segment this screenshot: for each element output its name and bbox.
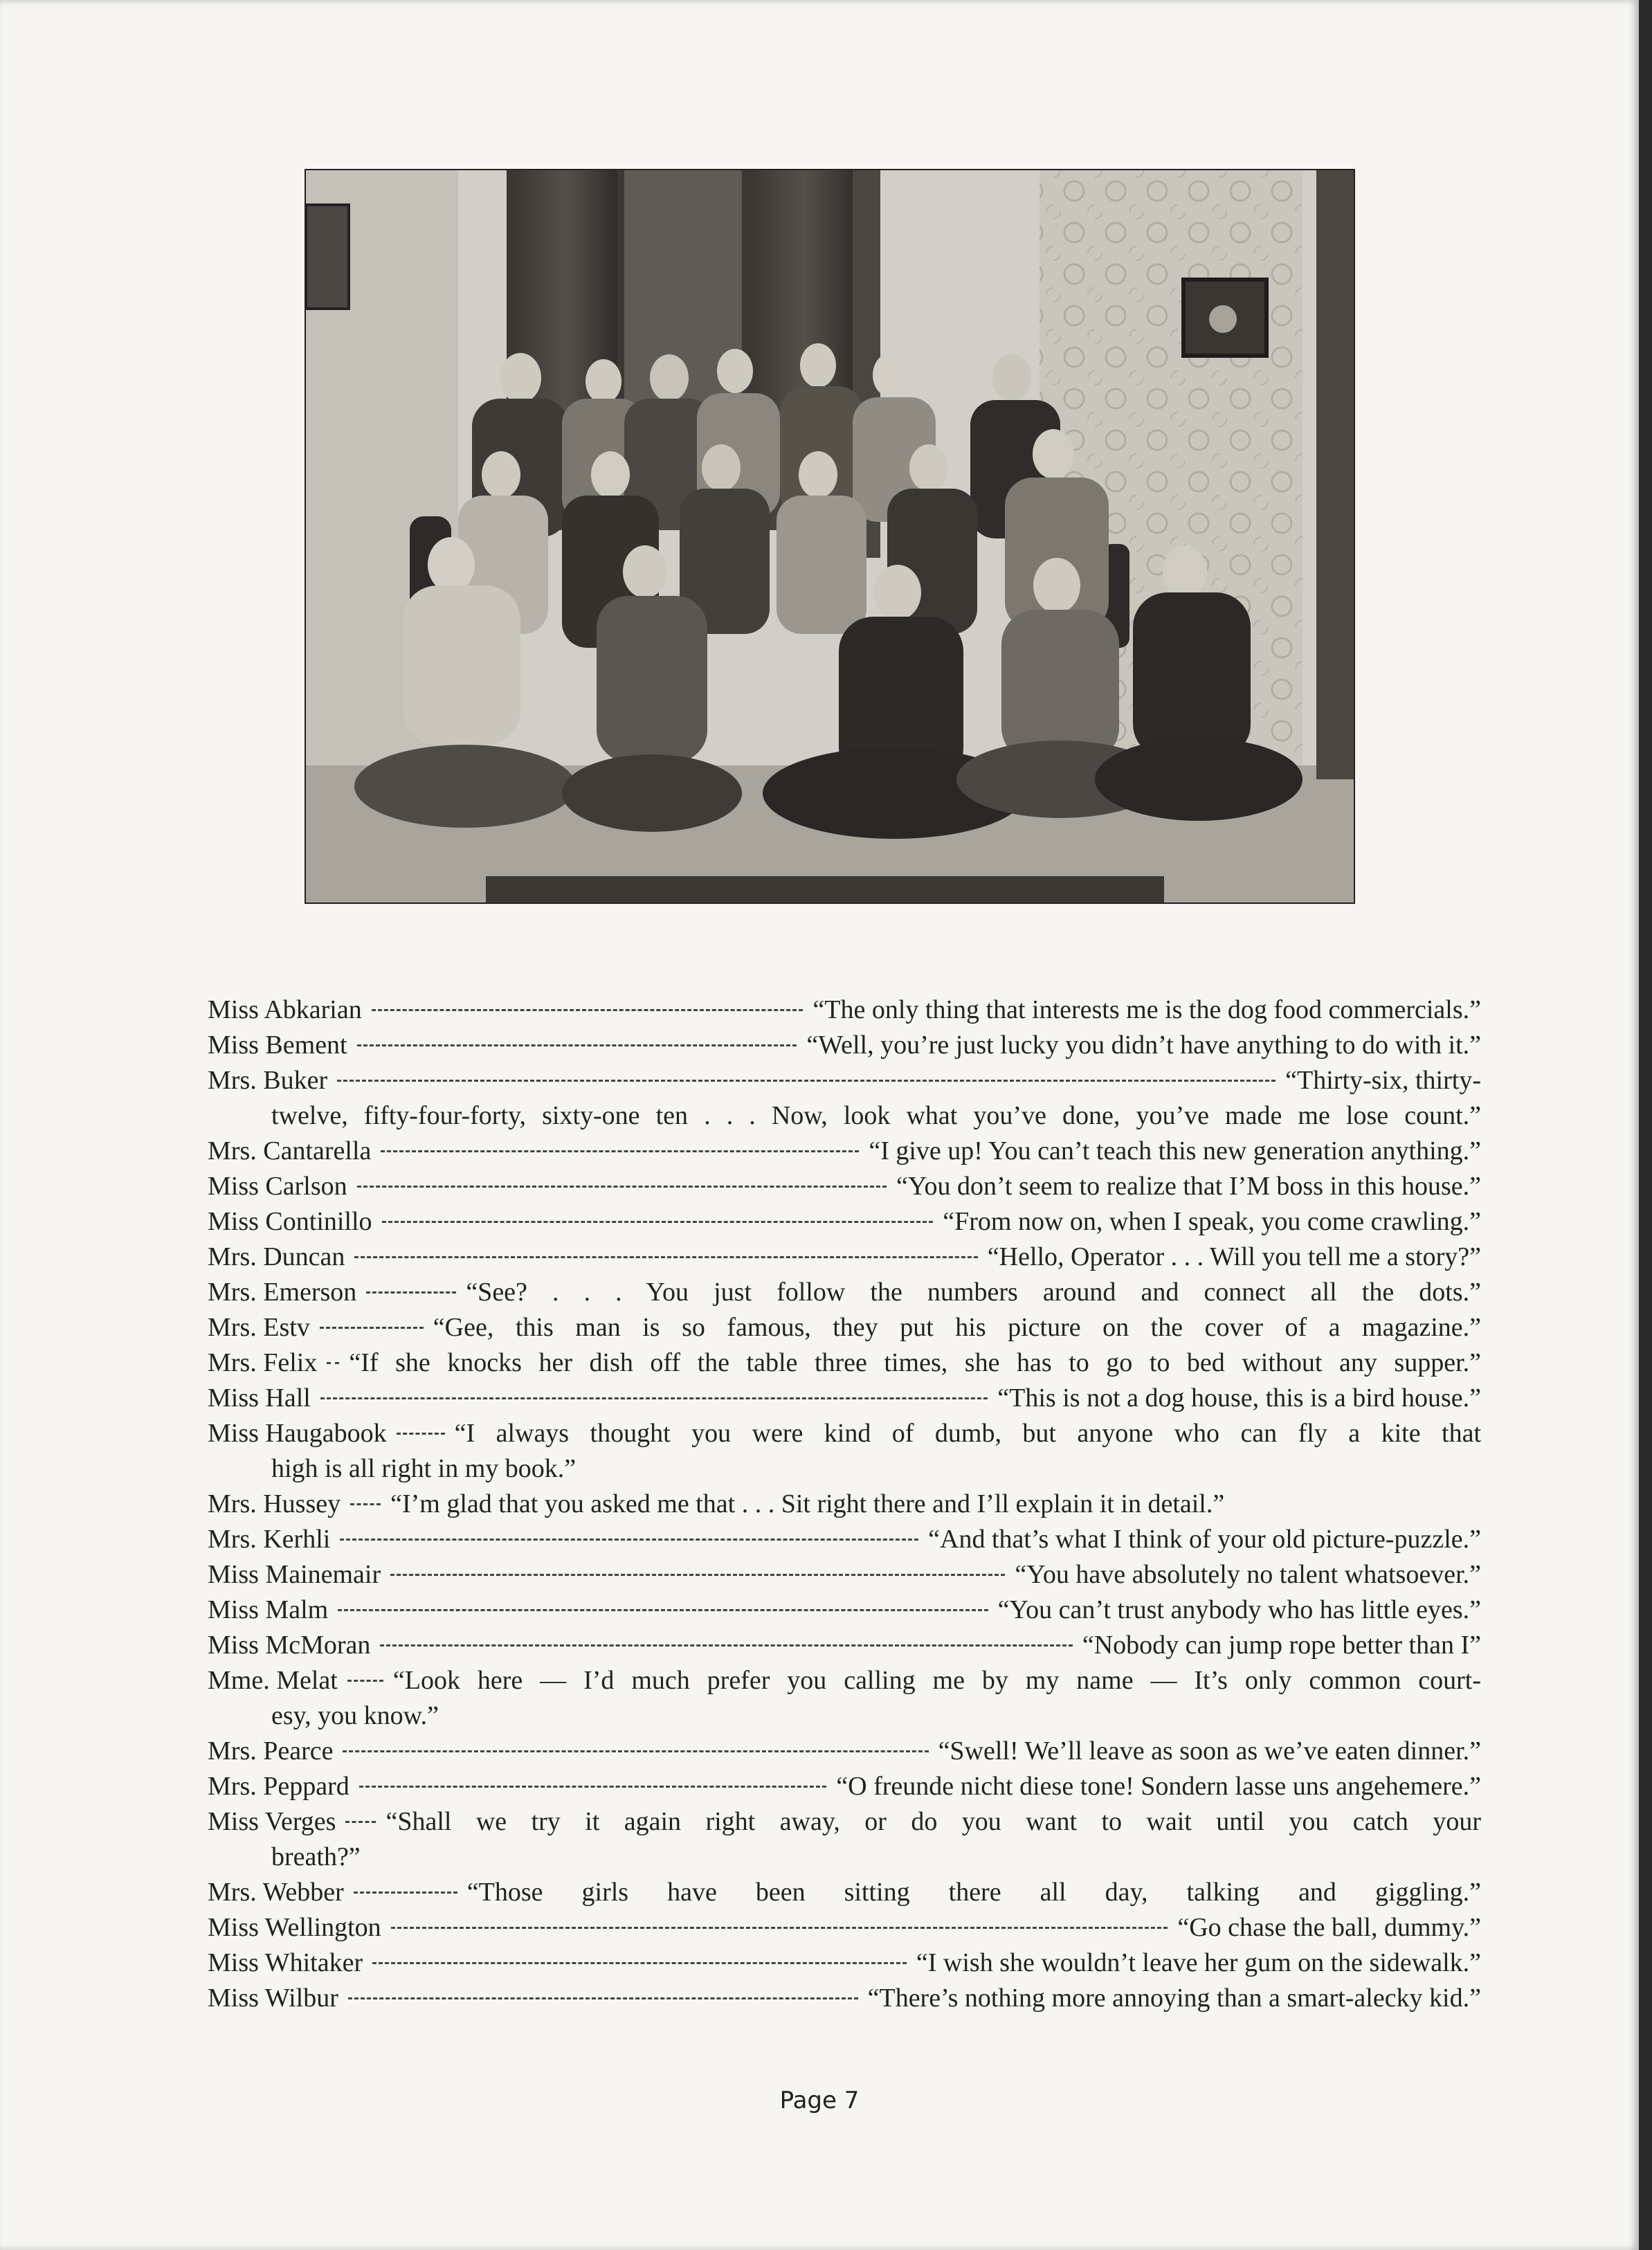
list-item bbox=[208, 1663, 1481, 1698]
list-item bbox=[208, 1910, 1481, 1945]
dash-leader bbox=[382, 1221, 934, 1223]
group-photo-image bbox=[306, 170, 1354, 902]
entry-name: Miss Wellington bbox=[208, 1913, 381, 1942]
dash-leader bbox=[327, 1362, 339, 1364]
entry-quote: “I’m glad that you asked me that . . . Sit right there and I’ll explain it in detail.” bbox=[390, 1489, 1225, 1518]
list-item bbox=[208, 1981, 1481, 2016]
entry-continuation: high is all right in my book.” bbox=[271, 1454, 577, 1483]
list-item bbox=[208, 1381, 1481, 1416]
dash-leader bbox=[320, 1397, 988, 1399]
entry-quote: “This is not a dog house, this is a bird house.” bbox=[997, 1383, 1481, 1413]
list-item bbox=[208, 1945, 1481, 1981]
dash-leader bbox=[372, 1009, 804, 1011]
entry-quote: “O freunde nicht diese tone! Sondern lasse uns angehemere.” bbox=[836, 1772, 1481, 1801]
dash-leader bbox=[397, 1433, 445, 1435]
entry-name: Mme. Melat bbox=[208, 1666, 338, 1695]
entry-name: Mrs. Pearce bbox=[208, 1736, 334, 1766]
list-item bbox=[208, 1169, 1481, 1204]
entry-quote: “Swell! We’ll leave as soon as we’ve eaten dinner.” bbox=[938, 1736, 1481, 1766]
entry-quote: “There’s nothing more annoying than a smart-alecky kid.” bbox=[867, 1984, 1481, 2013]
entry-quote: “From now on, when I speak, you come crawling.” bbox=[943, 1207, 1481, 1236]
entry-quote: “Gee, this man is so famous, they put his picture on the cover of a magazine.” bbox=[433, 1313, 1481, 1342]
entry-quote: “If she knocks her dish off the table three times, she has to go to bed without any supper.” bbox=[349, 1348, 1481, 1377]
dash-leader bbox=[381, 1150, 859, 1152]
entry-quote: “Well, you’re just lucky you didn’t have anything to do with it.” bbox=[806, 1031, 1481, 1060]
dash-leader bbox=[357, 1044, 797, 1046]
list-item bbox=[208, 1487, 1481, 1522]
entry-quote: “You can’t trust anybody who has little eyes.” bbox=[997, 1595, 1481, 1624]
entry-name: Miss Wilbur bbox=[208, 1984, 338, 2013]
entry-name: Miss Whitaker bbox=[208, 1948, 363, 1977]
entry-name: Miss Malm bbox=[208, 1595, 329, 1624]
entry-quote: “And that’s what I think of your old picture-puzzle.” bbox=[928, 1525, 1481, 1554]
entry-quote: “Go chase the ball, dummy.” bbox=[1177, 1913, 1481, 1942]
entry-name: Miss Mainemair bbox=[208, 1560, 381, 1589]
entry-quote: “Those girls have been sitting there all day, talking and giggling.” bbox=[466, 1878, 1481, 1907]
list-item bbox=[208, 1134, 1481, 1169]
list-item bbox=[208, 1734, 1481, 1769]
list-item bbox=[208, 1416, 1481, 1451]
entry-quote: “You have absolutely no talent whatsoever.” bbox=[1015, 1560, 1481, 1589]
page-number: Page 7 bbox=[779, 2087, 860, 2114]
dash-leader bbox=[354, 1256, 977, 1258]
entry-name: Miss Abkarian bbox=[208, 995, 362, 1024]
entry-name: Miss McMoran bbox=[208, 1631, 371, 1660]
entry-quote: “You don’t seem to realize that I’M boss in this house.” bbox=[896, 1172, 1481, 1201]
list-item bbox=[208, 1593, 1481, 1628]
entry-name: Miss Hall bbox=[208, 1383, 311, 1413]
entry-continuation: breath?” bbox=[271, 1842, 361, 1871]
entry-name: Miss Bement bbox=[208, 1031, 347, 1060]
entry-name: Mrs. Felix bbox=[208, 1348, 318, 1377]
entry-name: Miss Carlson bbox=[208, 1172, 347, 1201]
dash-leader bbox=[366, 1291, 456, 1294]
list-item bbox=[208, 1240, 1481, 1275]
list-item bbox=[208, 1028, 1481, 1063]
dash-leader bbox=[380, 1644, 1072, 1646]
dash-leader bbox=[348, 1997, 858, 1999]
entry-name: Mrs. Estv bbox=[208, 1313, 310, 1342]
entry-continuation: esy, you know.” bbox=[271, 1701, 439, 1730]
dash-leader bbox=[320, 1327, 424, 1329]
entry-name: Mrs. Buker bbox=[208, 1066, 328, 1095]
dash-leader bbox=[345, 1821, 376, 1823]
dash-leader bbox=[390, 1574, 1005, 1576]
entry-quote: “I always thought you were kind of dumb, but anyone who can fly a kite that bbox=[454, 1419, 1481, 1448]
dash-leader bbox=[350, 1503, 381, 1505]
entry-continuation: twelve, fifty-four-forty, sixty-one ten . . . Now, look what you’ve done, you’ve made me lose count.” bbox=[271, 1101, 1481, 1130]
dash-leader bbox=[343, 1750, 928, 1752]
entry-quote: “Nobody can jump rope better than I” bbox=[1082, 1631, 1481, 1660]
entry-name: Mrs. Emerson bbox=[208, 1278, 357, 1307]
list-item bbox=[208, 1522, 1481, 1557]
entry-quote: “Thirty-six, thirty- bbox=[1285, 1066, 1481, 1095]
dash-leader bbox=[340, 1539, 918, 1541]
entry-name: Mrs. Duncan bbox=[208, 1242, 345, 1271]
list-item bbox=[208, 1204, 1481, 1240]
dash-leader bbox=[338, 1609, 988, 1611]
entry-name: Miss Continillo bbox=[208, 1207, 372, 1236]
list-item bbox=[208, 1063, 1481, 1098]
dash-leader bbox=[347, 1680, 383, 1682]
entry-quote: “I give up! You can’t teach this new generation anything.” bbox=[869, 1136, 1481, 1165]
entry-name: Mrs. Hussey bbox=[208, 1489, 341, 1518]
dash-leader bbox=[337, 1080, 1276, 1082]
list-item bbox=[208, 1769, 1481, 1804]
group-photo bbox=[305, 169, 1355, 904]
list-item bbox=[208, 1804, 1481, 1840]
list-item bbox=[208, 1345, 1481, 1381]
entry-name: Miss Verges bbox=[208, 1807, 336, 1836]
quotes-list bbox=[208, 992, 1481, 2016]
entry-quote: “Look here — I’d much prefer you calling me by my name — It’s only common court- bbox=[392, 1666, 1481, 1695]
entry-quote: “Shall we try it again right away, or do you want to wait until you catch your bbox=[385, 1807, 1481, 1836]
entry-quote: “I wish she wouldn’t leave her gum on the sidewalk.” bbox=[916, 1948, 1481, 1977]
list-item bbox=[208, 1875, 1481, 1910]
entry-name: Mrs. Kerhli bbox=[208, 1525, 331, 1554]
entry-quote: “Hello, Operator . . . Will you tell me a story?” bbox=[987, 1242, 1481, 1271]
list-item bbox=[208, 1310, 1481, 1345]
entry-quote: “See? . . . You just follow the numbers around and connect all the dots.” bbox=[466, 1278, 1481, 1307]
entry-quote: “The only thing that interests me is the dog food commercials.” bbox=[813, 995, 1481, 1024]
dash-leader bbox=[354, 1891, 457, 1894]
entry-name: Mrs. Webber bbox=[208, 1878, 344, 1907]
list-item bbox=[208, 1275, 1481, 1310]
dash-leader bbox=[391, 1927, 1168, 1929]
dash-leader bbox=[359, 1786, 827, 1788]
list-item bbox=[208, 1628, 1481, 1663]
entry-name: Mrs. Cantarella bbox=[208, 1136, 372, 1165]
list-item bbox=[208, 992, 1481, 1028]
dash-leader bbox=[372, 1962, 907, 1964]
list-item bbox=[208, 1557, 1481, 1593]
entry-name: Mrs. Peppard bbox=[208, 1772, 350, 1801]
entry-name: Miss Haugabook bbox=[208, 1419, 387, 1448]
dash-leader bbox=[357, 1186, 887, 1188]
